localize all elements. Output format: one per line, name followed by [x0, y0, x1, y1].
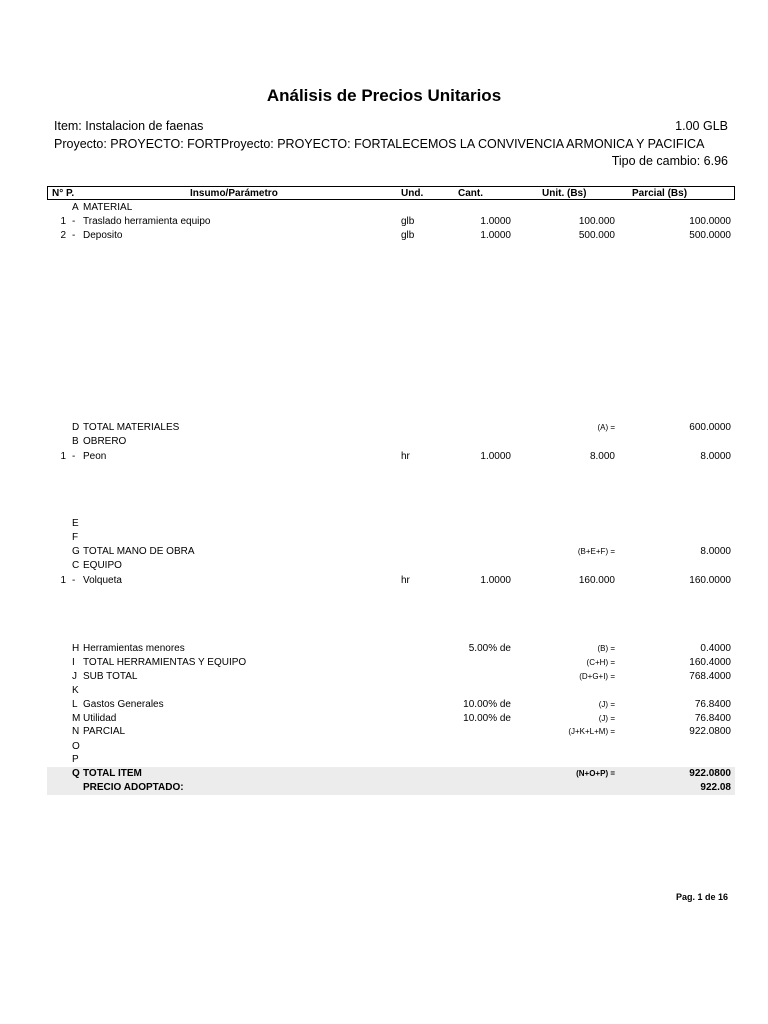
row-code: P — [72, 754, 79, 765]
row-unit-measure: glb — [401, 230, 415, 241]
table-row — [47, 767, 735, 781]
row-quantity: 5.00% de — [468, 643, 511, 654]
table-row — [47, 781, 735, 795]
row-quantity: 1.0000 — [480, 575, 511, 586]
row-number: 1 — [60, 216, 66, 227]
row-insumo: PRECIO ADOPTADO: — [83, 782, 184, 793]
row-unit-price: (J) = — [598, 714, 615, 723]
table-row — [47, 698, 735, 712]
row-unit-price: (J) = — [598, 700, 615, 709]
project-name: Proyecto: PROYECTO: FORTProyecto: PROYECTO: FORTALECEMOS LA CONVIVENCIA ARMONICA Y PACIFICA — [54, 137, 705, 151]
row-insumo: Deposito — [83, 230, 123, 241]
row-code: - — [72, 230, 76, 241]
item-quantity: 1.00 GLB — [675, 119, 728, 133]
table-row — [47, 517, 735, 531]
row-partial: 160.4000 — [689, 657, 731, 668]
row-unit-price: 160.000 — [578, 575, 615, 586]
row-unit-price: (D+G+I) = — [579, 672, 615, 681]
col-header-insumo: Insumo/Parámetro — [190, 188, 278, 199]
row-insumo: Herramientas menores — [83, 643, 185, 654]
row-number: 1 — [60, 451, 66, 462]
row-insumo: Utilidad — [83, 713, 117, 724]
row-code: K — [72, 685, 79, 696]
item-label: Item: Instalacion de faenas — [54, 119, 204, 133]
row-code: D — [72, 422, 80, 433]
row-code: - — [72, 216, 76, 227]
table-header — [47, 186, 735, 200]
row-unit-price: (B+E+F) = — [577, 547, 615, 556]
table-row — [47, 201, 735, 215]
page-title: Análisis de Precios Unitarios — [266, 86, 502, 105]
table-row — [47, 725, 735, 739]
row-code: A — [72, 202, 79, 213]
col-header-und: Und. — [401, 188, 424, 199]
table-row — [47, 670, 735, 684]
row-insumo: SUB TOTAL — [83, 671, 138, 682]
row-partial: 160.0000 — [689, 575, 731, 586]
table-row — [47, 215, 735, 229]
row-insumo: Volqueta — [83, 575, 122, 586]
row-partial: 100.0000 — [689, 216, 731, 227]
row-partial: 8.0000 — [700, 546, 731, 557]
row-unit-measure: hr — [401, 575, 410, 586]
row-code: M — [72, 713, 81, 724]
row-code: F — [72, 532, 79, 543]
table-row — [47, 435, 735, 449]
row-quantity: 10.00% de — [463, 699, 511, 710]
row-unit-price: (A) = — [597, 423, 615, 432]
row-quantity: 1.0000 — [480, 230, 511, 241]
row-insumo: MATERIAL — [83, 202, 133, 213]
table-row — [47, 753, 735, 767]
row-code: Q — [72, 768, 80, 779]
col-header-cant: Cant. — [458, 188, 483, 199]
table-row — [47, 642, 735, 656]
row-insumo: OBRERO — [83, 436, 127, 447]
table-row — [47, 450, 735, 464]
row-unit-price: (J+K+L+M) = — [568, 727, 615, 736]
row-code: I — [72, 657, 75, 668]
row-number: 2 — [60, 230, 66, 241]
row-unit-price: 8.000 — [589, 451, 615, 462]
row-unit-price: 100.000 — [578, 216, 615, 227]
exchange-rate: Tipo de cambio: 6.96 — [611, 154, 728, 168]
table-row — [47, 531, 735, 545]
table-row — [47, 684, 735, 698]
row-code: C — [72, 560, 80, 571]
table-row — [47, 740, 735, 754]
row-quantity: 1.0000 — [480, 216, 511, 227]
row-code: H — [72, 643, 80, 654]
table-row — [47, 545, 735, 559]
row-partial: 922.0800 — [689, 726, 731, 737]
row-insumo: Gastos Generales — [83, 699, 164, 710]
row-code: - — [72, 451, 76, 462]
row-number: 1 — [60, 575, 66, 586]
page-number: Pag. 1 de 16 — [675, 892, 728, 902]
row-quantity: 10.00% de — [463, 713, 511, 724]
row-partial: 500.0000 — [689, 230, 731, 241]
row-unit-price: 500.000 — [578, 230, 615, 241]
row-unit-measure: glb — [401, 216, 415, 227]
row-insumo: EQUIPO — [83, 560, 122, 571]
table-row — [47, 656, 735, 670]
row-partial: 768.4000 — [689, 671, 731, 682]
table-row — [47, 574, 735, 588]
table-row — [47, 559, 735, 573]
row-code: G — [72, 546, 80, 557]
row-unit-measure: hr — [401, 451, 410, 462]
row-partial: 0.4000 — [700, 643, 731, 654]
table-row — [47, 229, 735, 243]
row-insumo: PARCIAL — [83, 726, 126, 737]
col-header-unit: Unit. (Bs) — [542, 188, 587, 199]
row-partial: 922.08 — [700, 782, 731, 793]
row-quantity: 1.0000 — [480, 451, 511, 462]
row-code: J — [72, 671, 77, 682]
row-partial: 76.8400 — [694, 699, 731, 710]
row-partial: 922.0800 — [689, 768, 731, 779]
row-code: - — [72, 575, 76, 586]
row-partial: 8.0000 — [700, 451, 731, 462]
row-insumo: TOTAL HERRAMIENTAS Y EQUIPO — [83, 657, 247, 668]
row-code: L — [72, 699, 78, 710]
row-code: E — [72, 518, 79, 529]
row-insumo: TOTAL MATERIALES — [83, 422, 180, 433]
row-unit-price: (B) = — [597, 644, 615, 653]
row-partial: 76.8400 — [694, 713, 731, 724]
col-header-parcial: Parcial (Bs) — [632, 188, 688, 199]
row-insumo: TOTAL ITEM — [83, 768, 142, 779]
row-partial: 600.0000 — [689, 422, 731, 433]
row-unit-price: (N+O+P) = — [576, 769, 615, 778]
row-insumo: Traslado herramienta equipo — [83, 216, 211, 227]
row-insumo: TOTAL MANO DE OBRA — [83, 546, 195, 557]
row-insumo: Peon — [83, 451, 107, 462]
row-code: O — [72, 741, 80, 752]
table-row — [47, 421, 735, 435]
row-unit-price: (C+H) = — [586, 658, 615, 667]
row-code: B — [72, 436, 79, 447]
col-header-np: N° P. — [52, 188, 75, 199]
table-row — [47, 712, 735, 726]
row-code: N — [72, 726, 80, 737]
